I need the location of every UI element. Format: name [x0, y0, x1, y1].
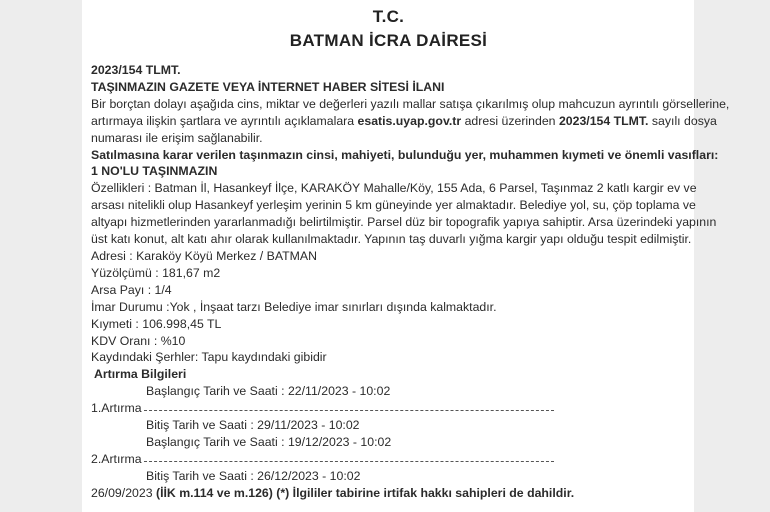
header-office: BATMAN İCRA DAİRESİ	[289, 31, 488, 50]
round2-start: Başlangıç Tarih ve Saati : 19/12/2023 - 10:02	[146, 434, 392, 449]
round2-label: 2.Artırma	[91, 451, 142, 466]
property-records: Kaydındaki Şerhler: Tapu kaydındaki gibidir	[91, 350, 327, 365]
property-heading: 1 NO'LU TAŞINMAZIN	[91, 164, 218, 179]
property-area: Yüzölçümü : 181,67 m2	[91, 265, 221, 280]
round1-dash-line	[144, 410, 554, 411]
intro-line-2	[91, 113, 717, 130]
intro-line-3: numarası ile erişim sağlanabilir.	[91, 130, 263, 145]
notice-title: TAŞINMAZIN GAZETE VEYA İNTERNET HABER SİTESİ İLANI	[91, 79, 445, 94]
round1-end: Bitiş Tarih ve Saati : 29/11/2023 - 10:02	[146, 418, 360, 433]
esatis-link[interactable]: esatis.uyap.gov.tr	[357, 113, 462, 128]
footer-date: 26/09/2023	[91, 485, 156, 500]
notice-page	[82, 0, 730, 512]
auction-heading: Artırma Bilgileri	[94, 367, 187, 382]
round1-row	[91, 400, 686, 417]
intro-file-number: 2023/154 TLMT.	[558, 113, 649, 128]
property-vat: KDV Oranı : %10	[91, 333, 186, 348]
round1-start: Başlangıç Tarih ve Saati : 22/11/2023 - 10:02	[146, 384, 391, 399]
features-line-3: altyapı hizmetlerinden yararlanmadığı belirtilmiştir. Parsel düz bir topografik yapıya sahiptir. Arsa üzerindeki yapının	[91, 215, 717, 230]
file-number: 2023/154 TLMT.	[91, 63, 181, 77]
property-address: Adresi : Karaköy Köyü Merkez / BATMAN	[91, 248, 317, 263]
round1-label: 1.Artırma	[91, 401, 142, 416]
features-line-2: arsası nitelikli olup Hasankeyf yerleşim yerinin 5 km güneyinde yer almaktadır. Belediye yol, su, çöp toplama ve	[91, 198, 696, 213]
section-heading: Satılmasına karar verilen taşınmazın cinsi, mahiyeti, bulunduğu yer, muhammen kıymeti ve önemli vasıfları:	[91, 147, 719, 162]
intro-text-b: adresi üzerinden	[461, 113, 559, 128]
features-line-1: Özellikleri : Batman İl, Hasankeyf İlçe, KARAKÖY Mahalle/Köy, 155 Ada, 6 Parsel, Taşınmaz 2 katlı kargir ev ve	[91, 181, 697, 196]
round2-dash-line	[144, 461, 554, 462]
round2-row	[91, 451, 686, 468]
intro-text-c: sayılı dosya	[648, 113, 717, 128]
intro-text-a: artırmaya ilişkin şartlara ve ayrıntılı açıklamalara	[91, 113, 358, 128]
footer-legal: (İİK m.114 ve m.126) (*) İlgililer tabirine irtifak hakkı sahipleri de dahildir.	[155, 485, 575, 500]
round2-end: Bitiş Tarih ve Saati : 26/12/2023 - 10:02	[146, 468, 361, 483]
header-tc: T.C.	[372, 7, 405, 26]
property-share: Arsa Payı : 1/4	[91, 282, 172, 297]
footer-line	[91, 485, 686, 502]
features-line-4: üst katı konut, alt katı ahır olarak kullanılmaktadır. Yapının taş duvarlı yığma kargir yapı olduğu tespit edilmiştir.	[91, 232, 692, 247]
intro-line-1: Bir borçtan dolayı aşağıda cins, miktar ve değerleri yazılı mallar satışa çıkarılmış olup mahcuzun ayrıntılı görsellerine,	[91, 96, 730, 111]
property-zoning: İmar Durumu :Yok , İnşaat tarzı Belediye imar sınırları dışında kalmaktadır.	[91, 299, 497, 314]
property-value: Kıymeti : 106.998,45 TL	[91, 316, 222, 331]
